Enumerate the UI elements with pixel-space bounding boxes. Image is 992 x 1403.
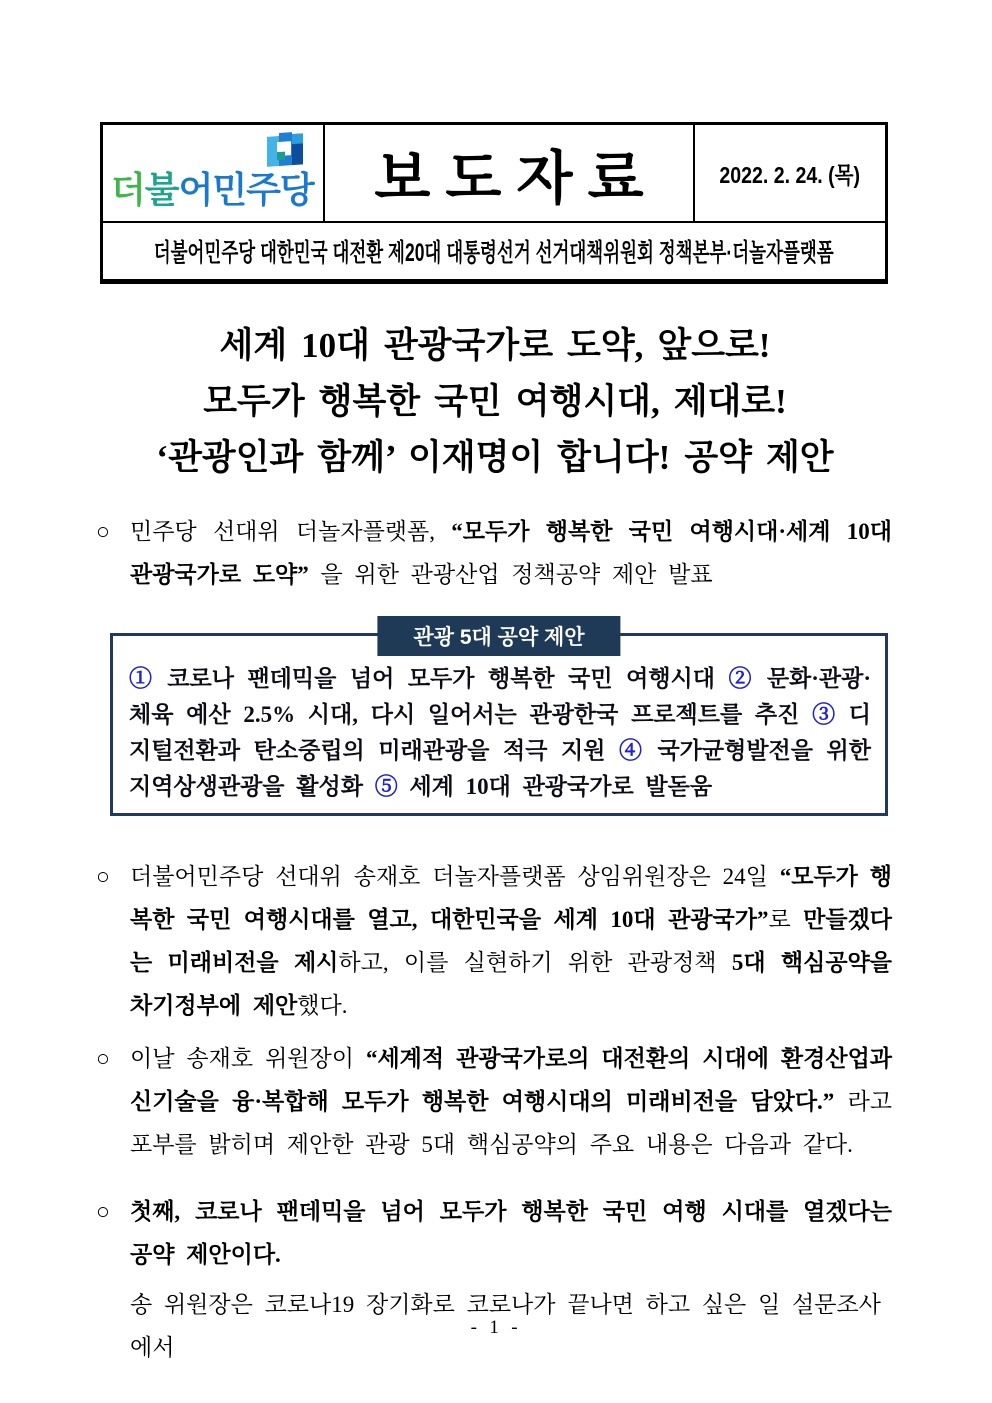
bullet-circle-icon: ○ — [96, 864, 110, 889]
paragraph-vision-text: 더불어민주당 선대위 송재호 더놀자플랫폼 상임위원장은 24일 “모두가 행복한 국민 여행시대를 열고, 대한민국을 세계 10대 관광국가”로 만들겠다는 미래비전을 제시하고, 이를 실현하기 위한 관광정책 5대 핵심공약을 차기정부에 제안했다. — [130, 864, 893, 1018]
paragraph-first-pledge-subline: 송 위원장은 코로나19 장기화로 코로나가 끝나면 하고 싶은 일 설문조사에서 — [130, 1292, 881, 1360]
header-top-row — [103, 125, 885, 223]
header-subtitle-row — [103, 223, 885, 279]
paragraph-summary-text: 민주당 선대위 더놀자플랫폼, “모두가 행복한 국민 여행시대·세계 10대 관광국가로 도약” 을 위한 관광산업 정책공약 제안 발표 — [130, 519, 892, 587]
header-subtitle: 더불어민주당 대한민국 대전환 제20대 대통령선거 선거대책위원회 정책본부·더놀자플랫폼 — [154, 239, 834, 267]
headline-line-2: 모두가 행복한 국민 여행시대, 제대로! — [203, 382, 787, 421]
paragraph-vision — [96, 855, 892, 1027]
body-content — [96, 500, 892, 1369]
release-title: 보도자료 — [374, 146, 659, 211]
paragraph-quote-text: 이날 송재호 위원장이 “세계적 관광국가로의 대전환의 시대에 환경산업과 신기술을 융·복합해 모두가 행복한 여행시대의 미래비전을 담았다.” 라고 포부를 밝히며 제안한 관광 5대 핵심공약의 주요 내용은 다음과 같다. — [130, 1046, 893, 1157]
bullet-circle-icon: ○ — [96, 519, 110, 544]
paragraph-quote — [96, 1037, 892, 1166]
paragraph-first-pledge-text: 첫째, 코로나 팬데믹을 넘어 모두가 행복한 국민 여행 시대를 열겠다는 공약 제안이다. — [130, 1199, 892, 1267]
header-table — [100, 122, 888, 284]
headline-block — [100, 318, 890, 486]
paragraph-first-pledge — [96, 1190, 892, 1276]
release-date: 2022. 2. 24. (목) — [719, 161, 861, 188]
release-title-cell — [325, 125, 695, 221]
party-logo-text: 더불어민주당 — [111, 169, 314, 210]
headline-line-3: ‘관광인과 함께’ 이재명이 합니다! 공약 제안 — [156, 438, 834, 477]
party-logo-cell — [103, 125, 325, 221]
headline-line-1: 세계 10대 관광국가로 도약, 앞으로! — [219, 326, 771, 365]
bullet-circle-icon: ○ — [96, 1046, 110, 1071]
bullet-circle-icon: ○ — [96, 1199, 110, 1224]
pledge-box — [110, 626, 888, 816]
release-date-cell — [695, 125, 885, 221]
pledge-box-tab: 관광 5대 공약 제안 — [377, 616, 620, 656]
page-number: - 1 - — [470, 1317, 522, 1338]
paragraph-summary — [96, 510, 892, 596]
pledge-box-content: ① 코로나 팬데믹을 넘어 모두가 행복한 국민 여행시대 ② 문화·관광·체육 예산 2.5% 시대, 다시 일어서는 관광한국 프로젝트를 추진 ③ 디지털전환과 탄소중립의 미래관광을 적극 지원 ④ 국가균형발전을 위한 지역상생관광을 활성화 ⑤ 세계 10대 관광국가로 발돋움 — [129, 666, 872, 799]
